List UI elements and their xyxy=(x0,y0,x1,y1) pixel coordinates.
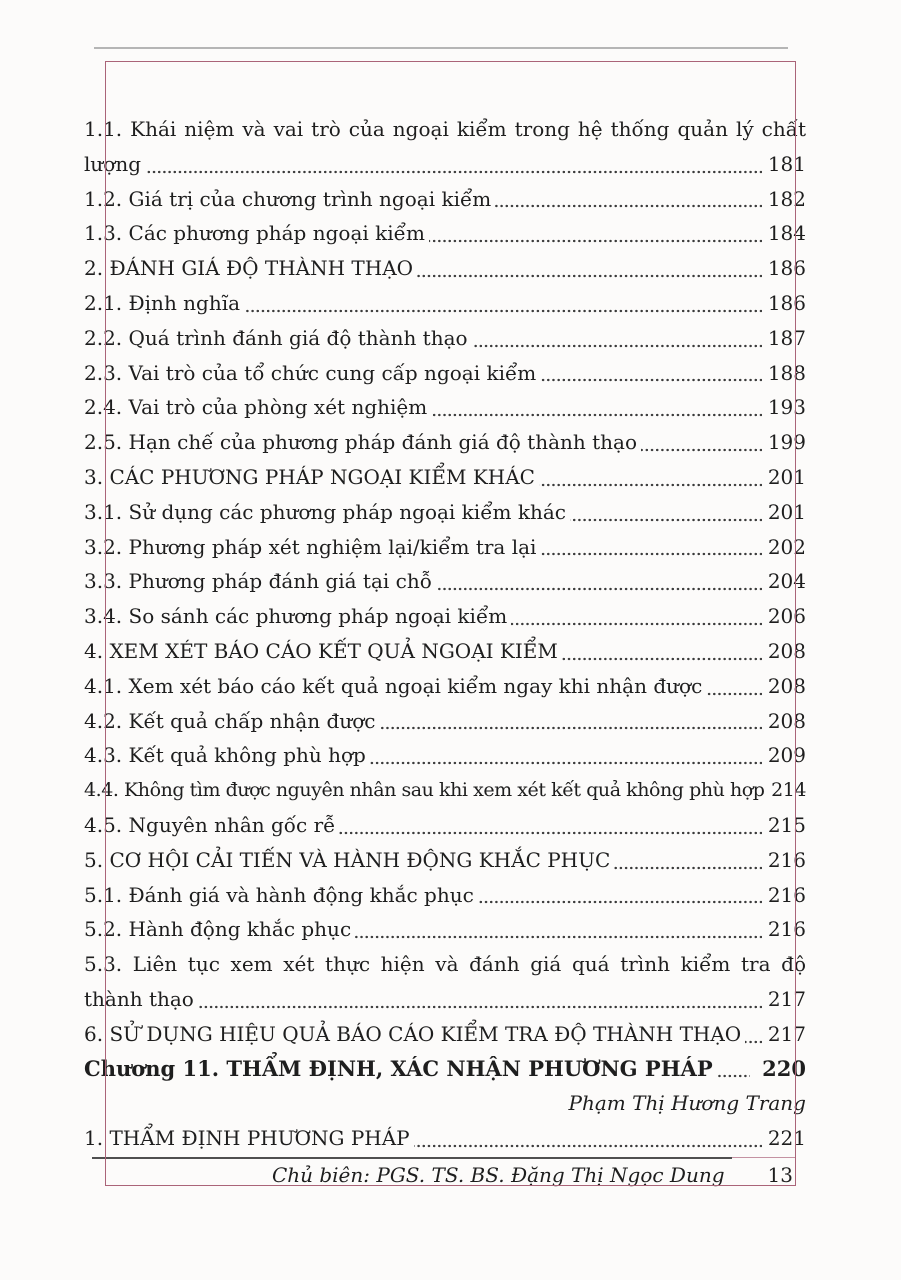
footer-rule-extension xyxy=(732,1157,796,1158)
toc-page-number: 217 xyxy=(762,1017,806,1052)
toc-page-number: 209 xyxy=(762,738,806,773)
toc-page-number: 186 xyxy=(762,286,806,321)
toc-entry-text: 5.3. Liên tục xem xét thực hiện và đánh giá quá trình kiểm tra độ thành thạo xyxy=(84,952,806,1011)
toc-page-number: 201 xyxy=(762,460,806,495)
toc-page-number: 193 xyxy=(762,390,806,425)
toc-entry-text: 4. XEM XÉT BÁO CÁO KẾT QUẢ NGOẠI KIỂM xyxy=(84,639,562,663)
toc-entry-text: 2.3. Vai trò của tổ chức cung cấp ngoại kiểm xyxy=(84,361,540,385)
toc-entry-text: Chương 11. THẨM ĐỊNH, XÁC NHẬN PHƯƠNG PHÁP xyxy=(84,1056,717,1081)
toc-entry-text: 4.2. Kết quả chấp nhận được xyxy=(84,709,379,733)
toc-entry xyxy=(84,1121,806,1156)
toc-entry-text: 1.1. Khái niệm và vai trò của ngoại kiểm trong hệ thống quản lý chất lượng xyxy=(84,117,806,176)
toc-entry xyxy=(84,912,806,947)
toc-entry xyxy=(84,878,806,913)
toc-entry xyxy=(84,321,806,356)
toc-page-number: 186 xyxy=(762,251,806,286)
top-rule xyxy=(94,47,788,49)
toc-entry xyxy=(84,460,806,495)
toc-entry-text: 3.3. Phương pháp đánh giá tại chỗ xyxy=(84,569,436,593)
toc-entry xyxy=(84,356,806,391)
toc-entry-text: 2.2. Quá trình đánh giá độ thành thạo xyxy=(84,326,472,350)
toc-entry-text: 3.2. Phương pháp xét nghiệm lại/kiểm tra lại xyxy=(84,535,540,559)
toc-entry-text: 5.1. Đánh giá và hành động khắc phục xyxy=(84,883,478,907)
toc-page-number: 201 xyxy=(762,495,806,530)
toc-entry-text: 4.3. Kết quả không phù hợp xyxy=(84,743,370,767)
toc-entry xyxy=(84,843,806,878)
toc-entry-text: 6. SỬ DỤNG HIỆU QUẢ BÁO CÁO KIỂM TRA ĐỘ THÀNH THẠO xyxy=(84,1022,745,1046)
footer-credit: Chủ biên: PGS. TS. BS. Đặng Thị Ngọc Dung xyxy=(271,1163,725,1187)
toc-entry xyxy=(84,773,806,808)
toc-entry-text: 2. ĐÁNH GIÁ ĐỘ THÀNH THẠO xyxy=(84,256,417,280)
toc-entry xyxy=(84,425,806,460)
toc-page-number: 216 xyxy=(762,912,806,947)
toc-page-number: 221 xyxy=(762,1121,806,1156)
toc-page-number: 214 xyxy=(765,773,806,808)
toc-entry xyxy=(84,530,806,565)
toc-page-number: 208 xyxy=(762,704,806,739)
toc-entry xyxy=(84,947,806,1017)
toc-page-number: 208 xyxy=(762,669,806,704)
toc-page-number: 217 xyxy=(762,982,806,1017)
toc-entry xyxy=(84,1086,806,1121)
toc-page-number: 187 xyxy=(762,321,806,356)
toc-entry-text: 3.1. Sử dụng các phương pháp ngoại kiểm khác xyxy=(84,500,570,524)
page-number: 13 xyxy=(767,1163,793,1187)
toc-entry-text: 5.2. Hành động khắc phục xyxy=(84,917,355,941)
toc-page-number: 184 xyxy=(762,216,806,251)
toc-page-number: 206 xyxy=(762,599,806,634)
toc-entry xyxy=(84,1017,806,1052)
toc-page-number: 220 xyxy=(750,1052,806,1087)
toc-page-number: 182 xyxy=(762,182,806,217)
toc-page-number: 216 xyxy=(762,843,806,878)
toc-entry-text: 4.5. Nguyên nhân gốc rễ xyxy=(84,813,339,837)
toc-entry xyxy=(84,738,806,773)
toc-entry xyxy=(84,808,806,843)
toc-entry-text: 3.4. So sánh các phương pháp ngoại kiểm xyxy=(84,604,511,628)
toc-entry xyxy=(84,182,806,217)
toc-list xyxy=(84,112,806,1156)
toc-entry-text: Phạm Thị Hương Trang xyxy=(568,1091,806,1116)
toc-page-number: 204 xyxy=(762,564,806,599)
toc-page-number: 215 xyxy=(762,808,806,843)
toc-page-number: 188 xyxy=(762,356,806,391)
toc-entry xyxy=(84,634,806,669)
toc-entry-text: 2.5. Hạn chế của phương pháp đánh giá độ thành thạo xyxy=(84,430,641,454)
toc-entry xyxy=(84,564,806,599)
toc-entry xyxy=(84,704,806,739)
toc-entry xyxy=(84,112,806,182)
toc-entry-text: 4.4. Không tìm được nguyên nhân sau khi xem xét kết quả không phù hợp xyxy=(84,779,768,801)
toc-entry xyxy=(84,669,806,704)
toc-page-number: 208 xyxy=(762,634,806,669)
toc-page-number: 202 xyxy=(762,530,806,565)
footer-row xyxy=(92,1157,806,1188)
toc-page-number: 181 xyxy=(762,147,806,182)
toc-entry xyxy=(84,390,806,425)
toc-entry xyxy=(84,286,806,321)
toc-entry-text: 4.1. Xem xét báo cáo kết quả ngoại kiểm ngay khi nhận được xyxy=(84,674,706,698)
toc-entry-text: 1.2. Giá trị của chương trình ngoại kiểm xyxy=(84,187,495,211)
toc-page-number: 199 xyxy=(762,425,806,460)
toc-entry xyxy=(84,251,806,286)
toc-entry-text: 5. CƠ HỘI CẢI TIẾN VÀ HÀNH ĐỘNG KHẮC PHỤC xyxy=(84,848,614,872)
toc-page-number: 216 xyxy=(762,878,806,913)
toc-entry xyxy=(84,216,806,251)
toc-entry-text: 1.3. Các phương pháp ngoại kiểm xyxy=(84,221,429,245)
toc-entry xyxy=(84,1052,806,1087)
toc-entry-text: 2.1. Định nghĩa xyxy=(84,291,244,315)
toc-entry-text: 3. CÁC PHƯƠNG PHÁP NGOẠI KIỂM KHÁC xyxy=(84,465,539,489)
toc-entry-text: 2.4. Vai trò của phòng xét nghiệm xyxy=(84,395,431,419)
footer xyxy=(92,1157,806,1188)
toc-entry xyxy=(84,599,806,634)
toc-entry-text: 1. THẨM ĐỊNH PHƯƠNG PHÁP xyxy=(84,1126,414,1150)
toc-entry xyxy=(84,495,806,530)
footer-rule xyxy=(92,1157,732,1159)
